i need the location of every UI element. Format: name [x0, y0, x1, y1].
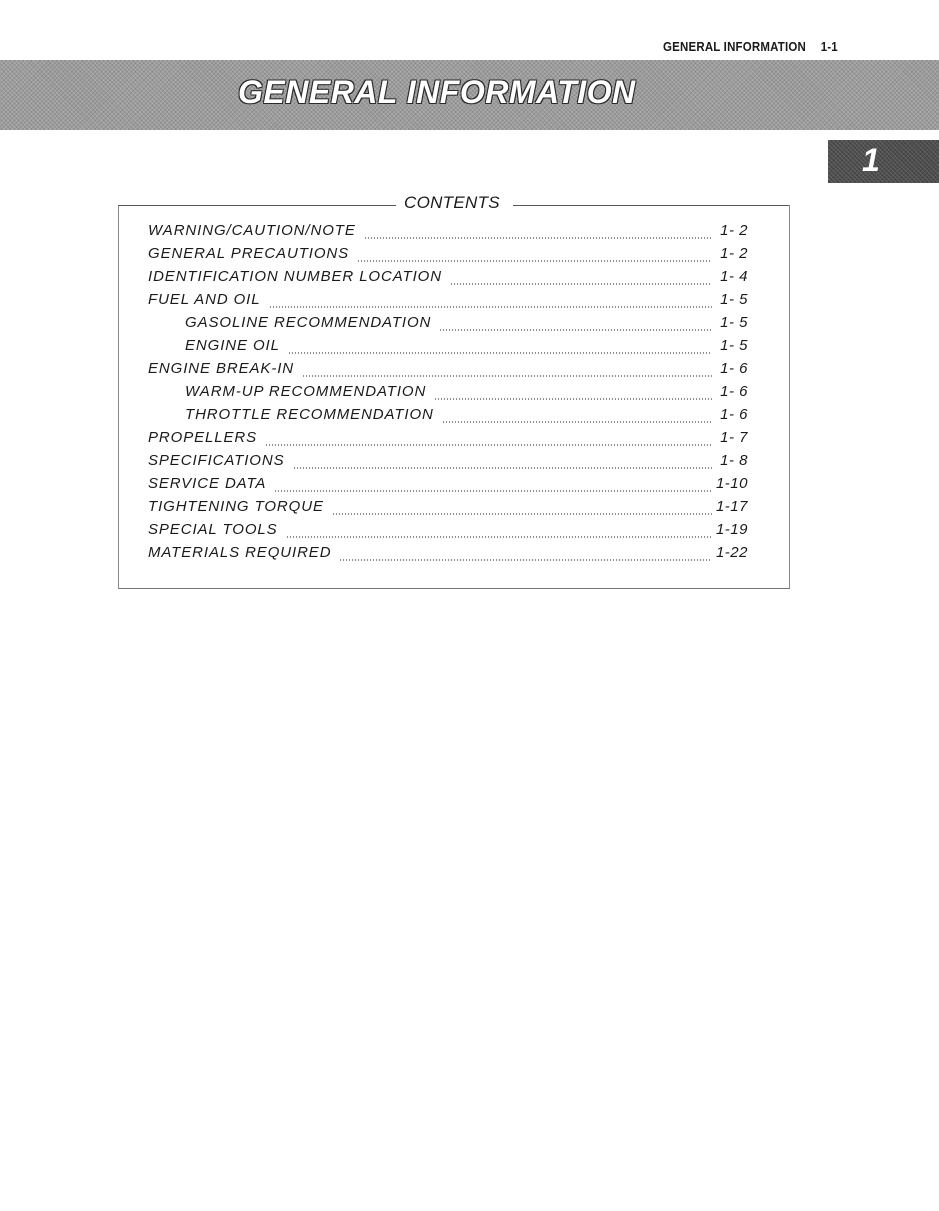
toc-entry-gasoline-recommendation[interactable]: [148, 314, 748, 337]
toc-entry-special-tools[interactable]: [148, 521, 748, 544]
section-tab-number: 1: [862, 142, 880, 178]
toc-entry-title: SPECIFICATIONS: [148, 452, 285, 469]
running-header-section: GENERAL INFORMATION: [663, 40, 806, 54]
toc-leader-dots: [288, 352, 712, 354]
toc-entry-page: 1- 6: [720, 406, 748, 423]
toc-leader-dots: [450, 283, 712, 285]
toc-leader-dots: [357, 260, 712, 262]
toc-entry-page: 1- 5: [720, 291, 748, 308]
toc-entry-page: 1- 6: [720, 383, 748, 400]
toc-entry-page: 1- 6: [720, 360, 748, 377]
toc-entry-page: 1-19: [715, 521, 748, 538]
toc-entry-fuel-and-oil[interactable]: [148, 291, 748, 314]
toc-entry-title: PROPELLERS: [148, 429, 258, 446]
contents-rule-left: [118, 205, 396, 206]
toc-entry-title: SERVICE DATA: [148, 475, 267, 492]
toc-entry-title: ENGINE BREAK-IN: [148, 360, 295, 377]
toc-entry-title: WARNING/CAUTION/NOTE: [148, 222, 356, 239]
toc-entry-title: IDENTIFICATION NUMBER LOCATION: [148, 268, 442, 285]
toc-entry-engine-oil[interactable]: [148, 337, 748, 360]
toc-entry-title: FUEL AND OIL: [148, 291, 261, 308]
toc-entry-warning-caution-note[interactable]: [148, 222, 748, 245]
toc-entry-title: GENERAL PRECAUTIONS: [148, 245, 350, 262]
toc-entry-materials-required[interactable]: [148, 544, 748, 567]
toc-entry-title: SPECIAL TOOLS: [148, 521, 278, 538]
table-of-contents: [148, 222, 748, 567]
toc-entry-specifications[interactable]: [148, 452, 748, 475]
toc-leader-dots: [332, 513, 712, 515]
toc-leader-dots: [293, 467, 712, 469]
toc-entry-page: 1- 2: [720, 222, 748, 239]
contents-rule-right: [513, 205, 789, 206]
toc-entry-title: THROTTLE RECOMMENDATION: [185, 406, 434, 423]
toc-entry-title: WARM-UP RECOMMENDATION: [185, 383, 427, 400]
toc-entry-page: 1- 4: [720, 268, 748, 285]
toc-entry-service-data[interactable]: [148, 475, 748, 498]
toc-leader-dots: [364, 237, 712, 239]
toc-entry-page: 1- 5: [720, 337, 748, 354]
toc-entry-page: 1- 7: [720, 429, 748, 446]
toc-leader-dots: [265, 444, 712, 446]
toc-leader-dots: [286, 536, 712, 538]
toc-leader-dots: [439, 329, 712, 331]
toc-leader-dots: [442, 421, 712, 423]
toc-entry-identification-number-location[interactable]: [148, 268, 748, 291]
toc-entry-page: 1- 2: [720, 245, 748, 262]
section-tab: [828, 140, 939, 183]
toc-entry-warm-up-recommendation[interactable]: [148, 383, 748, 406]
toc-entry-page: 1- 8: [720, 452, 748, 469]
toc-entry-propellers[interactable]: [148, 429, 748, 452]
toc-entry-page: 1-17: [715, 498, 748, 515]
running-header-page-number: 1-1: [820, 40, 838, 54]
toc-entry-general-precautions[interactable]: [148, 245, 748, 268]
toc-leader-dots: [269, 306, 713, 308]
toc-entry-title: GASOLINE RECOMMENDATION: [185, 314, 432, 331]
toc-entry-title: TIGHTENING TORQUE: [148, 498, 324, 515]
toc-entry-page: 1-22: [715, 544, 748, 561]
chapter-title: GENERAL INFORMATION: [238, 74, 636, 110]
toc-entry-page: 1-10: [715, 475, 748, 492]
toc-entry-page: 1- 5: [720, 314, 748, 331]
toc-leader-dots: [274, 490, 712, 492]
toc-leader-dots: [339, 559, 712, 561]
contents-heading: CONTENTS: [404, 193, 500, 212]
toc-entry-engine-break-in[interactable]: [148, 360, 748, 383]
toc-entry-throttle-recommendation[interactable]: [148, 406, 748, 429]
toc-leader-dots: [302, 375, 712, 377]
toc-leader-dots: [434, 398, 712, 400]
running-header: [663, 40, 838, 54]
toc-entry-title: MATERIALS REQUIRED: [148, 544, 332, 561]
toc-entry-title: ENGINE OIL: [185, 337, 280, 354]
toc-entry-tightening-torque[interactable]: [148, 498, 748, 521]
